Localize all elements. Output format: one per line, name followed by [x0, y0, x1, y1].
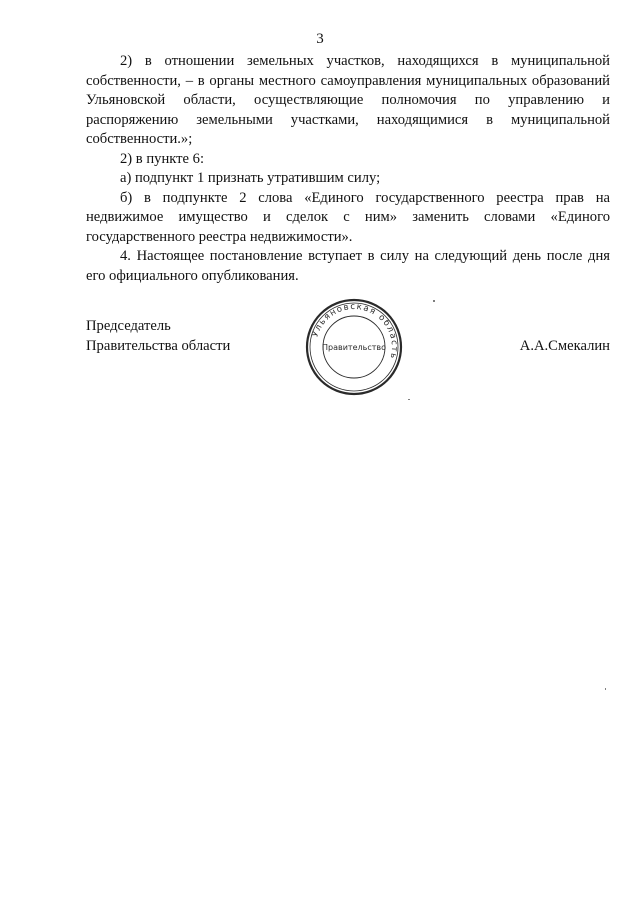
scan-speck	[605, 688, 606, 690]
svg-text:Ульяновская область: Ульяновская область	[310, 301, 400, 361]
paragraph-subpoint-a: а) подпункт 1 признать утратившим силу;	[120, 170, 381, 186]
paragraph-point-6: 2) в пункте 6:	[120, 150, 205, 167]
signer-name: А.А.Смекалин	[519, 338, 610, 354]
official-seal-stamp	[304, 297, 404, 397]
svg-text:Правительство: Правительство	[322, 343, 386, 352]
scan-speck	[433, 300, 435, 302]
page-number: 3	[316, 31, 324, 47]
signer-title	[86, 317, 230, 356]
paragraph-effective-date: 4. Настоящее постановление вступает в силу на следующий день после дня его официального опубликования.	[86, 248, 610, 284]
signer-title-line-2: Правительства области	[86, 337, 231, 354]
signature-block	[86, 301, 610, 397]
document-body	[86, 52, 610, 286]
paragraph-land-plots: 2) в отношении земельных участков, находящихся в муниципальной собственности, – в органы местного самоуправления муниципальных образований Ульяновской области, осуществляющие полномочия по управлению и распоряжению земельными участками, находящимися в муниципальной собственности.»;	[86, 53, 610, 147]
paragraph-subpoint-b: б) в подпункте 2 слова «Единого государственного реестра прав на недвижимое имущество и сделок с ним» заменить словами «Единого государственного реестра недвижимости».	[86, 189, 610, 245]
scan-speck	[408, 399, 410, 400]
signer-title-line-1: Председатель	[86, 318, 171, 334]
